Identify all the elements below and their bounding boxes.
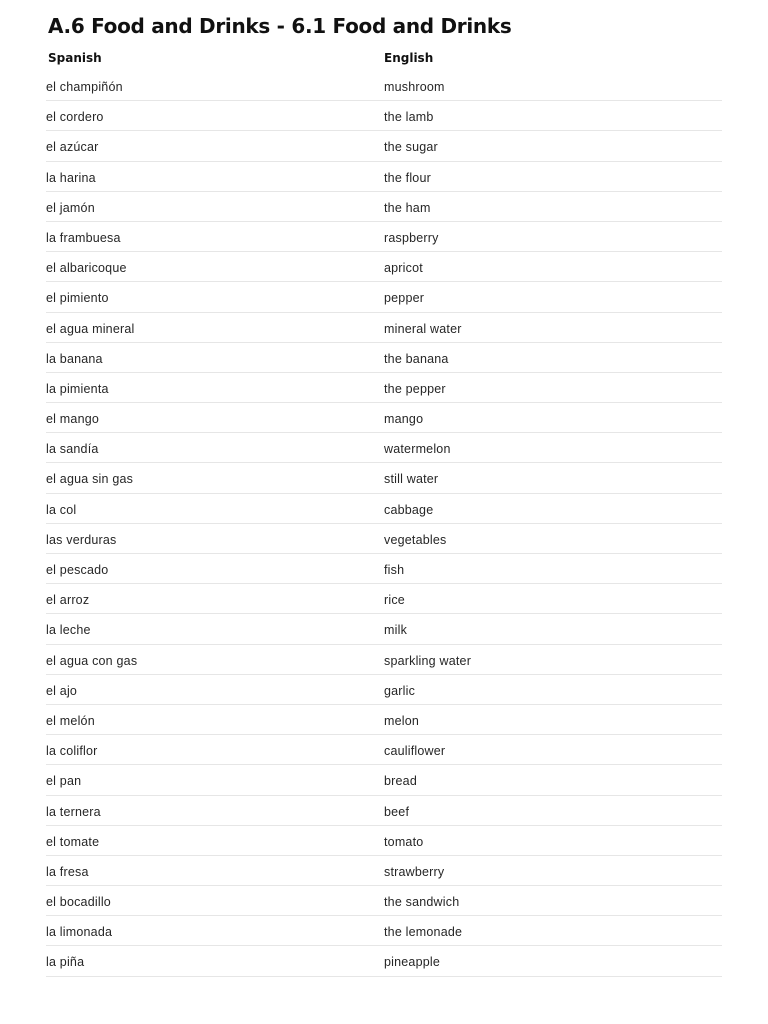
table-row [46,796,722,826]
english-term: mushroom [384,80,445,94]
spanish-term: la harina [46,170,96,185]
table-row [46,222,722,252]
table-row [46,433,722,463]
table-row [46,856,722,886]
table-row [46,916,722,946]
table-row [46,373,722,403]
spanish-term: la limonada [46,925,113,940]
table-row [46,554,722,584]
spanish-term: el albaricoque [46,261,127,276]
spanish-term: el tomate [46,834,100,849]
table-row [46,282,722,312]
english-term: the flour [384,170,431,185]
page-title: A.6 Food and Drinks - 6.1 Food and Drinks [48,14,512,38]
table-row [46,886,722,916]
english-term: pineapple [384,955,441,970]
table-row [46,705,722,735]
spanish-term: el ajo [46,683,78,698]
spanish-term: la piña [46,955,85,970]
table-row [46,675,722,705]
english-term: strawberry [384,864,445,879]
spanish-term: el melón [46,713,95,728]
english-term: melon [384,713,420,728]
spanish-term: el jamón [46,200,95,215]
english-term: fish [384,563,405,577]
spanish-term: el champiñón [46,80,123,94]
english-term: pepper [384,291,425,306]
spanish-term: la coliflor [46,744,98,759]
table-row [46,162,722,192]
spanish-term: el azúcar [46,140,99,155]
table-row [46,71,722,101]
table-row [46,131,722,161]
english-term: the ham [384,200,431,215]
english-term: beef [384,804,410,819]
spanish-term: la sandía [46,442,99,457]
spanish-term: el agua mineral [46,321,135,336]
english-term: mango [384,412,424,427]
table-header [46,47,722,71]
english-term: the lamb [384,110,434,125]
english-term: vegetables [384,532,447,547]
english-term: apricot [384,261,423,276]
table-row [46,645,722,675]
spanish-term: el mango [46,412,100,427]
table-row [46,101,722,131]
column-header-spanish: Spanish [48,51,102,65]
spanish-term: la leche [46,623,91,638]
spanish-term: la fresa [46,864,89,879]
spanish-term: el arroz [46,593,90,608]
english-term: tomato [384,834,424,849]
vocabulary-table [46,47,722,977]
english-term: bread [384,774,417,789]
table-body [46,71,722,977]
table-row [46,614,722,644]
table-row [46,826,722,856]
table-row [46,252,722,282]
spanish-term: la col [46,502,77,517]
english-term: milk [384,623,408,638]
english-term: the lemonade [384,925,463,940]
spanish-term: la banana [46,351,103,366]
spanish-term: las verduras [46,532,117,547]
table-row [46,735,722,765]
english-term: rice [384,593,405,608]
table-row [46,584,722,614]
spanish-term: la frambuesa [46,230,121,245]
column-header-english: English [384,51,434,65]
english-term: the banana [384,351,449,366]
table-row [46,524,722,554]
table-row [46,403,722,433]
spanish-term: el pescado [46,563,109,577]
spanish-term: el bocadillo [46,895,111,910]
table-row [46,313,722,343]
english-term: watermelon [384,442,451,457]
english-term: the sandwich [384,895,460,910]
table-row [46,494,722,524]
english-term: still water [384,472,439,487]
english-term: the pepper [384,381,446,396]
spanish-term: el pan [46,774,82,789]
spanish-term: el cordero [46,110,104,125]
table-row [46,192,722,222]
english-term: sparkling water [384,653,472,668]
table-row [46,765,722,795]
spanish-term: el pimiento [46,291,109,306]
spanish-term: la ternera [46,804,101,819]
english-term: mineral water [384,321,462,336]
english-term: cabbage [384,502,434,517]
english-term: cauliflower [384,744,446,759]
table-row [46,463,722,493]
english-term: raspberry [384,230,439,245]
english-term: garlic [384,683,416,698]
spanish-term: la pimienta [46,381,109,396]
spanish-term: el agua sin gas [46,472,134,487]
spanish-term: el agua con gas [46,653,138,668]
table-row [46,343,722,373]
english-term: the sugar [384,140,438,155]
table-row [46,946,722,976]
